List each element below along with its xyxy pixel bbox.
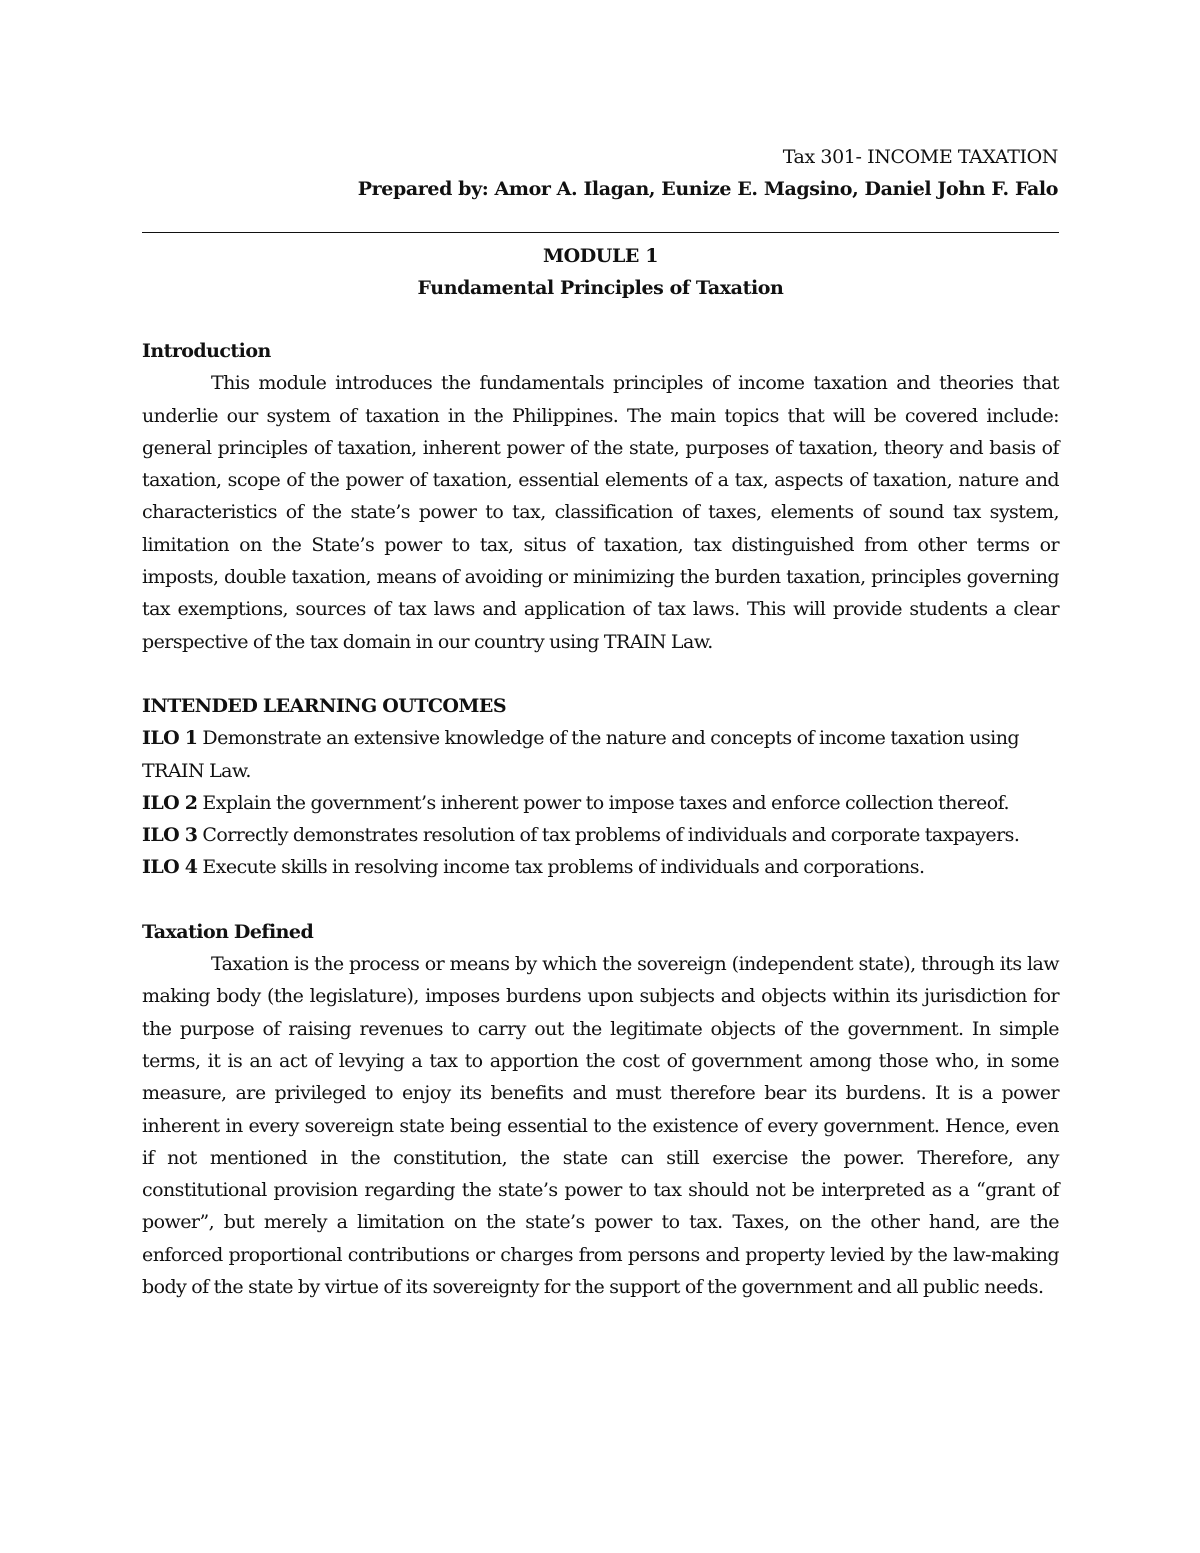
module-number: MODULE 1 xyxy=(542,245,659,267)
introduction-paragraph: This module introduces the fundamentals principles of income taxation and theories that underlie our system of taxation in the Philippines. The main topics that will be covered include: general principles of taxation, inherent power of the state, purposes of taxation, theory and basis of taxation, scope of the power of taxation, essential elements of a tax, aspects of taxation, nature and characteristics of the state’s power to tax, classification of taxes, elements of sound tax system, limitation on the State’s power to tax, situs of taxation, tax distinguished from other terms or imposts, double taxation, means of avoiding or minimizing the burden taxation, principles governing tax exemptions, sources of tax laws and application of tax laws. This will provide students a clear perspective of the tax domain in our country using TRAIN Law. xyxy=(142,372,1059,653)
document-header xyxy=(358,141,1058,205)
outcome-text: Correctly demonstrates resolution of tax problems of individuals and corporate taxpayers. xyxy=(202,824,1020,847)
outcome-label: ILO 3 xyxy=(142,824,198,847)
prepared-by: Prepared by: Amor A. Ilagan, Eunize E. Magsino, Daniel John F. Falo xyxy=(357,178,1058,200)
course-title: Tax 301- INCOME TAXATION xyxy=(782,146,1058,168)
taxation-defined-heading: Taxation Defined xyxy=(142,920,314,943)
module-title: Fundamental Principles of Taxation xyxy=(417,277,784,299)
outcome-item xyxy=(142,722,1059,787)
outcome-label: ILO 4 xyxy=(142,856,198,879)
outcome-text: Demonstrate an extensive knowledge of the nature and concepts of income taxation using TRAIN Law. xyxy=(142,727,1020,782)
spacer xyxy=(142,884,1059,916)
header-divider xyxy=(142,232,1059,233)
module-heading xyxy=(142,240,1059,304)
outcome-label: ILO 1 xyxy=(142,727,198,750)
outcome-item xyxy=(142,787,1059,819)
outcome-label: ILO 2 xyxy=(142,791,198,814)
outcome-text: Execute skills in resolving income tax problems of individuals and corporations. xyxy=(202,856,925,879)
outcome-text: Explain the government’s inherent power to impose taxes and enforce collection thereof. xyxy=(202,791,1009,814)
outcomes-heading: INTENDED LEARNING OUTCOMES xyxy=(142,694,506,717)
outcome-item xyxy=(142,819,1059,851)
introduction-heading: Introduction xyxy=(142,340,271,362)
taxation-defined-paragraph: Taxation is the process or means by which the sovereign (independent state), through its law making body (the legislature), imposes burdens upon subjects and objects within its jurisdiction for the purpose of raising revenues to carry out the legitimate objects of the government. In simple terms, it is an act of levying a tax to apportion the cost of government among those who, in some measure, are privileged to enjoy its benefits and must therefore bear its burdens. It is a power inherent in every sovereign state being essential to the existence of every government. Hence, even if not mentioned in the constitution, the state can still exercise the power. Therefore, any constitutional provision regarding the state’s power to tax should not be interpreted as a “grant of power”, but merely a limitation on the state’s power to tax. Taxes, on the other hand, are the enforced proportional contributions or charges from persons and property levied by the law-making body of the state by virtue of its sovereignty for the support of the government and all public needs. xyxy=(142,953,1059,1299)
spacer xyxy=(142,658,1059,690)
document-body xyxy=(142,335,1059,1303)
outcome-item xyxy=(142,851,1059,883)
